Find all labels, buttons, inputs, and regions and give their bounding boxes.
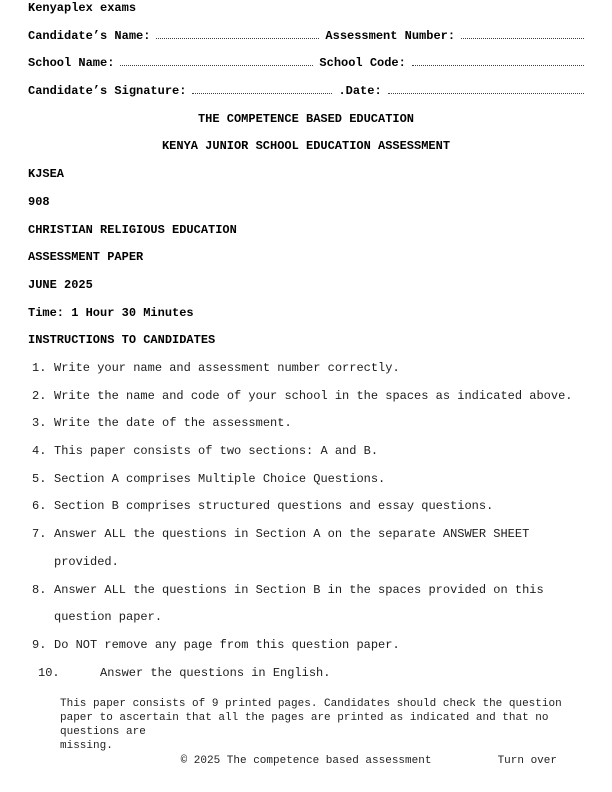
instruction-item	[28, 383, 586, 411]
program-heading: THE COMPETENCE BASED EDUCATION	[197, 111, 415, 126]
signature-row	[28, 78, 584, 106]
instruction-text: Section A comprises Multiple Choice Questions.	[54, 471, 386, 486]
exam-code: KJSEA	[28, 167, 65, 182]
instruction-item	[28, 410, 586, 438]
instruction-number: 7.	[32, 527, 47, 542]
instruction-text: This paper consists of two sections: A and B.	[54, 444, 379, 459]
instruction-item	[28, 355, 586, 383]
assessment-heading: KENYA JUNIOR SCHOOL EDUCATION ASSESSMENT	[161, 139, 451, 154]
date-label: .Date:	[338, 84, 382, 99]
instruction-text: Answer ALL the questions in Section B in the spaces provided on this question paper.	[54, 582, 544, 625]
page-footer	[28, 754, 584, 768]
paper-type: ASSESSMENT PAPER	[28, 250, 144, 265]
instruction-text: Write the name and code of your school in the spaces as indicated above.	[54, 388, 573, 403]
instruction-item	[28, 493, 586, 521]
instruction-number: 4.	[32, 444, 47, 459]
candidate-name-field	[156, 36, 319, 39]
signature-field	[192, 91, 332, 94]
candidate-name-row	[28, 23, 584, 51]
instruction-number: 8.	[32, 582, 47, 597]
exam-date: JUNE 2025	[28, 277, 93, 292]
page-count-note-line: paper to ascertain that all the pages are printed as indicated and that no	[60, 712, 549, 725]
subject-title: CHRISTIAN RELIGIOUS EDUCATION	[28, 222, 237, 237]
instruction-number: 2.	[32, 388, 47, 403]
school-code-label: School Code:	[319, 56, 406, 71]
candidate-name-label: Candidate’s Name:	[28, 28, 151, 43]
instruction-number: 3.	[32, 416, 47, 431]
instruction-text: Answer the questions in English.	[100, 665, 331, 680]
copyright-text: © 2025 The competence based assessment	[180, 755, 432, 768]
instruction-item	[28, 660, 612, 688]
assessment-number-label: Assessment Number:	[325, 28, 456, 43]
school-name-row	[28, 50, 584, 78]
instruction-item	[28, 577, 586, 632]
instruction-number: 6.	[32, 499, 47, 514]
instruction-text: Write the date of the assessment.	[54, 416, 292, 431]
instruction-number: 9.	[32, 637, 47, 652]
instruction-number: 5.	[32, 471, 47, 486]
page-count-note-line: questions are	[60, 726, 146, 739]
school-code-field	[412, 63, 584, 66]
signature-label: Candidate’s Signature:	[28, 84, 187, 99]
instruction-item	[28, 466, 586, 494]
date-field	[388, 91, 584, 94]
instruction-text: Write your name and assessment number correctly.	[54, 360, 400, 375]
instruction-item	[28, 632, 586, 660]
page-count-note	[60, 697, 576, 753]
paper-code: 908	[28, 194, 50, 209]
turn-over-label: Turn over	[497, 755, 557, 768]
school-name-label: School Name:	[28, 56, 115, 71]
school-name-field	[120, 63, 313, 66]
page-count-note-line: This paper consists of 9 printed pages. Candidates should check the question	[60, 698, 562, 711]
exam-board-title: Kenyaplex exams	[28, 1, 137, 15]
instruction-number: 1.	[32, 360, 47, 375]
page-count-note-line: missing.	[60, 740, 113, 753]
instruction-item	[28, 438, 586, 466]
instructions-title: INSTRUCTIONS TO CANDIDATES	[28, 333, 216, 348]
instruction-text: Answer ALL the questions in Section A on the separate ANSWER SHEET provided.	[54, 527, 530, 569]
instruction-number: 10.	[38, 665, 60, 680]
instruction-text: Do NOT remove any page from this question paper.	[54, 637, 400, 652]
time-allowed: Time: 1 Hour 30 Minutes	[28, 305, 194, 320]
assessment-number-field	[461, 36, 584, 39]
instruction-text: Section B comprises structured questions and essay questions.	[54, 499, 494, 514]
instruction-item	[28, 521, 586, 576]
